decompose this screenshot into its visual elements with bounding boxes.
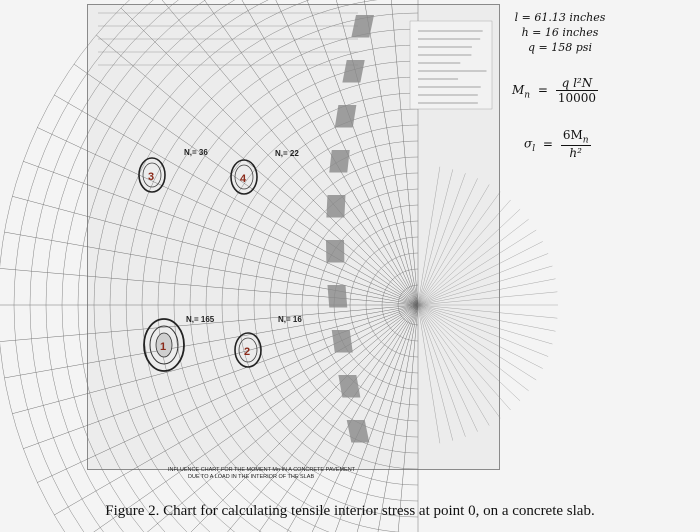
legend-notes [410, 21, 492, 109]
moment-equals: = [537, 83, 548, 97]
load-footprint-2 [235, 333, 261, 367]
load-number-3: 3 [148, 171, 155, 183]
moment-denominator: 10000 [557, 91, 596, 105]
load-footprint-3 [139, 158, 165, 192]
stress-lhs: σ [524, 136, 533, 151]
influence-chart [87, 4, 500, 480]
moment-lhs: M [512, 83, 525, 97]
stress-equals: = [542, 136, 553, 151]
stress-numerator: 6M [562, 128, 583, 142]
moment-fraction [556, 76, 598, 105]
chart-bottom-title-2: DUE TO A LOAD IN THE INTERIOR OF THE SLAB [188, 474, 315, 480]
figure-caption: Figure 2. Chart for calculating tensile interior stress at point 0, on a concrete slab. [105, 503, 595, 519]
given-pressure: q = 158 psi [528, 41, 592, 54]
moment-formula [512, 76, 598, 105]
given-values [505, 10, 615, 55]
load-number-1: 1 [160, 341, 167, 353]
chart-bottom-title-1: INFLUENCE CHART FOR THE MOMENT Mn IN A CONCRETE PAVEMENT [168, 467, 356, 473]
stress-numerator-wrap [561, 128, 591, 146]
label-n22: N,= 22 [275, 149, 299, 158]
influence-chart-graphic [88, 5, 501, 480]
label-n16: N,= 16 [278, 315, 302, 324]
moment-lhs-sub: n [524, 90, 531, 101]
stress-numerator-sub: n [582, 135, 589, 146]
stress-fraction [561, 128, 591, 160]
load-number-4: 4 [240, 173, 247, 185]
given-thickness: h = 16 inches [521, 26, 599, 39]
given-length: l = 61.13 inches [514, 11, 606, 24]
label-n36: N,= 36 [184, 148, 208, 157]
moment-numerator: q l²N [556, 76, 598, 91]
load-number-2: 2 [244, 346, 251, 358]
stress-denominator: h² [569, 146, 582, 161]
stress-lhs-sub: l [532, 144, 536, 155]
label-n165: N,= 165 [186, 315, 215, 324]
stress-formula [524, 128, 591, 160]
load-footprint-1 [144, 319, 184, 371]
load-footprint-4 [231, 160, 257, 194]
